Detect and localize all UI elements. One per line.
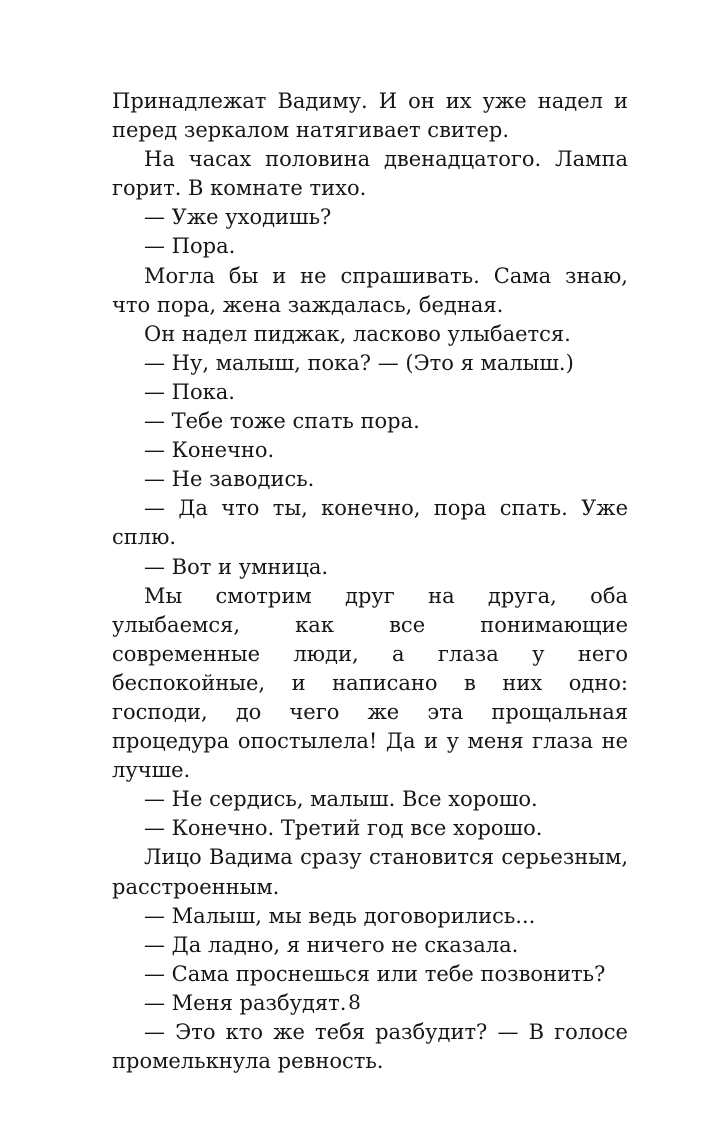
paragraph-narrative: Лицо Вадима сразу становится серьезным, расстроенным. [112, 845, 628, 899]
paragraph-narrative: На часах половина двенадцатого. Лампа горит. В комнате тихо. [112, 147, 628, 201]
paragraph-dialogue: — Меня разбудят. [144, 990, 347, 1015]
paragraph-dialogue: — Не сердись, малыш. Все хорошо. [144, 787, 538, 812]
paragraph-dialogue: — Ну, малыш, пока? — (Это я малыш.) [144, 350, 574, 375]
paragraph-dialogue: — Тебе тоже спать пора. [144, 409, 420, 434]
page-body [112, 87, 628, 1076]
paragraph-narrative: Он надел пиджак, ласково улыбается. [144, 321, 571, 346]
page-number: 8 [348, 990, 361, 1014]
paragraph-dialogue: — Уже уходишь? [144, 205, 332, 230]
paragraph-dialogue: — Пока. [144, 379, 235, 404]
paragraph-continuation: Принадлежат Вадиму. И он их уже надел и перед зеркалом натягивает свитер. [112, 89, 628, 143]
paragraph-dialogue: — Не заводись. [144, 467, 315, 492]
paragraph-narrative: Могла бы и не спрашивать. Сама знаю, что пора, жена заждалась, бедная. [112, 263, 628, 317]
paragraph-dialogue: — Малыш, мы ведь договорились... [144, 903, 536, 928]
paragraph-dialogue: — Да ладно, я ничего не сказала. [144, 932, 519, 957]
paragraph-dialogue: — Вот и умница. [144, 554, 329, 579]
paragraph-dialogue: — Конечно. [144, 438, 275, 463]
paragraph-dialogue: — Да что ты, конечно, пора спать. Уже сплю. [112, 496, 628, 550]
paragraph-dialogue: — Конечно. Третий год все хорошо. [144, 816, 543, 841]
paragraph-dialogue: — Пора. [144, 234, 236, 259]
paragraph-dialogue: — Это кто же тебя разбудит? — В голосе промелькнула ревность. [112, 1020, 628, 1074]
paragraph-dialogue: — Сама проснешься или тебе позвонить? [144, 961, 606, 986]
paragraph-narrative: Мы смотрим друг на друга, оба улыбаемся, как все понимающие современные люди, а глаза у него беспокойные, и написано в них одно: господи, до чего же эта прощальная процедура опостылела! Да и у меня глаза не лучше. [112, 583, 628, 783]
